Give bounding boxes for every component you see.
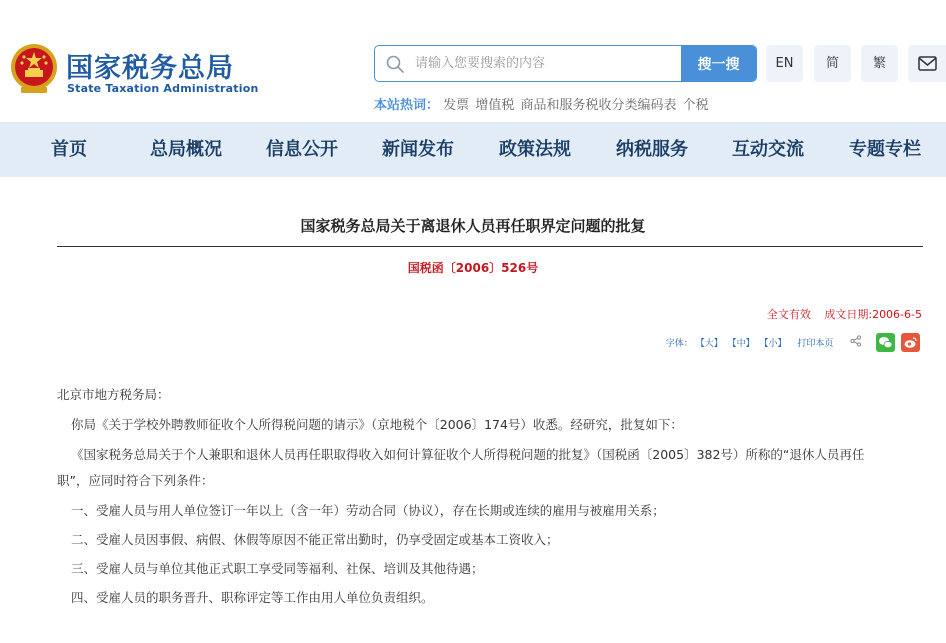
article-paragraph: 四、受雇人员的职务晋升、职称评定等工作由用人单位负责组织。 <box>71 590 434 605</box>
print-link[interactable]: 打印本页 <box>797 339 834 349</box>
search-box <box>374 45 757 82</box>
main-nav <box>0 122 946 177</box>
document-number: 国税函〔2006〕526号 <box>407 261 539 275</box>
search-button[interactable]: 搜一搜 <box>681 46 756 81</box>
lang-en-button[interactable]: EN <box>766 45 803 82</box>
article-paragraph: 一、受雇人员与用人单位签订一年以上（含一年）劳动合同（协议），存在长期或连续的雇用与被雇用关系； <box>71 503 665 518</box>
article-paragraph: 二、受雇人员因事假、病假、休假等原因不能正常出勤时，仍享受固定或基本工资收入； <box>71 532 559 547</box>
article-tools <box>666 333 920 353</box>
hot-word-link[interactable]: 个税 <box>682 98 709 113</box>
wechat-share-icon[interactable] <box>876 333 895 352</box>
weibo-share-icon[interactable] <box>901 333 920 352</box>
article-paragraph: 职”，应同时符合下列条件： <box>57 473 214 488</box>
nav-item-policies[interactable]: 政策法规 <box>499 139 571 160</box>
hot-word-link[interactable]: 商品和服务税收分类编码表 <box>520 98 677 113</box>
search-icon <box>385 54 405 74</box>
mail-icon <box>908 45 946 82</box>
nav-item-news[interactable]: 新闻发布 <box>382 139 454 160</box>
mail-button[interactable] <box>908 45 946 82</box>
article-paragraph: 三、受雇人员与单位其他正式职工享受同等福利、社保、培训及其他待遇； <box>71 561 484 576</box>
nav-item-interaction[interactable]: 互动交流 <box>732 139 804 160</box>
article-paragraph: 《国家税务总局关于个人兼职和退休人员再任职取得收入如何计算征收个人所得税问题的批复》（国税函〔2005〕382号）所称的“退休人员再任 <box>71 447 865 462</box>
lang-traditional-button[interactable]: 繁 <box>861 45 898 82</box>
font-small-link[interactable]: 【小】 <box>759 339 787 349</box>
site-name-cn: 国家税务总局 <box>66 53 234 84</box>
hot-words <box>374 94 711 113</box>
issue-date: 成文日期:2006-6-5 <box>824 308 922 321</box>
hot-words-label: 本站热词： <box>374 98 440 113</box>
article-paragraph: 北京市地方税务局： <box>57 387 170 402</box>
site-name-en: State Taxation Administration <box>67 82 259 95</box>
font-large-link[interactable]: 【大】 <box>695 339 723 349</box>
site-header <box>0 0 946 122</box>
nav-item-tax-service[interactable]: 纳税服务 <box>616 139 688 160</box>
validity-status: 全文有效 <box>766 308 811 321</box>
article-title: 国家税务总局关于离退休人员再任职界定问题的批复 <box>300 217 646 235</box>
hot-word-link[interactable]: 增值税 <box>475 98 515 113</box>
hot-word-link[interactable]: 发票 <box>443 98 470 113</box>
title-divider <box>57 246 923 247</box>
search-input[interactable] <box>415 46 680 81</box>
site-logo[interactable] <box>9 43 259 99</box>
nav-item-home[interactable]: 首页 <box>51 139 87 160</box>
nav-item-special-topics[interactable]: 专题专栏 <box>849 139 921 160</box>
nav-item-overview[interactable]: 总局概况 <box>150 139 222 160</box>
font-size-label: 字体： <box>665 339 693 349</box>
document-status <box>767 306 922 322</box>
lang-simplified-button[interactable]: 简 <box>814 45 851 82</box>
font-medium-link[interactable]: 【中】 <box>727 339 755 349</box>
article-paragraph: 你局《关于学校外聘教师征收个人所得税问题的请示》（京地税个〔2006〕174号）收悉。经研究，批复如下： <box>71 417 683 432</box>
nav-item-info-disclosure[interactable]: 信息公开 <box>266 139 338 160</box>
share-icon[interactable] <box>850 335 862 350</box>
national-emblem-icon <box>9 43 59 95</box>
